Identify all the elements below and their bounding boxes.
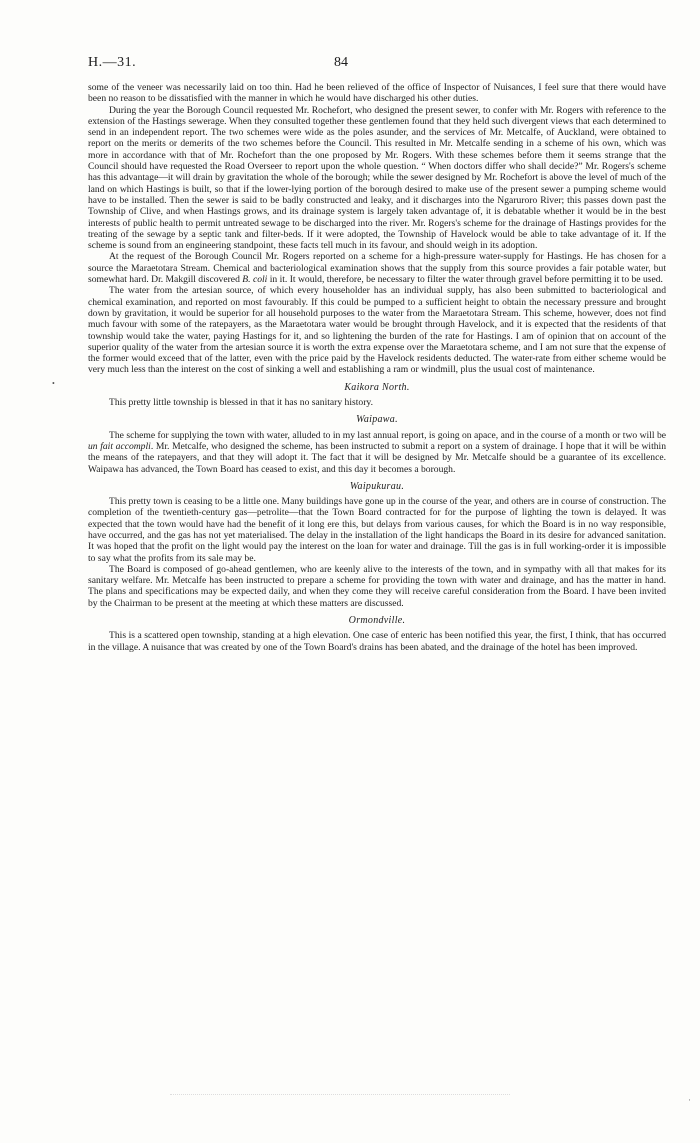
paragraph: some of the veneer was necessarily laid on too thin. Had he been relieved of the office of Inspector of Nuisances, I feel sure that there would have been no reason to be dissatisfied with the manner in which he would have discharged his other duties. bbox=[88, 82, 666, 105]
paragraph: The scheme for supplying the town with water, alluded to in my last annual report, is going on apace, and in the course of a month or two will be un fait accompli. Mr. Metcalfe, who designed the scheme, has been instructed to submit a report on a system of drainage. I hope that it will be within the means of the ratepayers, and that they will adopt it. The fact that it will be designed by Mr. Metcalfe should be a guarantee of its excellence. Waipawa has advanced, the Town Board has ceased to exist, and this day it becomes a borough. bbox=[88, 429, 666, 475]
paragraph: This is a scattered open township, standing at a high elevation. One case of enteric has been notified this year, the first, I think, that has occurred in the village. A nuisance that was created by one of the Town Board's drains has been abated, and the drainage of the hotel has been improved. bbox=[88, 630, 666, 653]
paragraph: During the year the Borough Council requested Mr. Rochefort, who designed the present sewer, to confer with Mr. Rogers with reference to the extension of the Hastings sewerage. When they consulted together these gentlemen found that they held such divergent views that each determined to send in an independent report. The two schemes were wide as the poles asunder, and the services of Mr. Metcalfe, of Auckland, were obtained to report on the merits or demerits of the two schemes before the Council. This resulted in Mr. Metcalfe sending in a scheme of his own, which was more in accordance with that of Mr. Rochefort than the one proposed by Mr. Rogers. With these schemes before them it seems strange that the Council should have requested the Road Overseer to report upon the whole question. “ When doctors differ who shall decide?” Mr. Rogers's scheme has this advantage—it will drain by gravitation the whole of the borough; while the sewer designed by Mr. Rochefort is above the level of much of the land on which Hastings is built, so that if the lower-lying portion of the borough desired to make use of the present sewer a pumping scheme would have to be installed. Then the sewer is said to be badly constructed and leaky, and it discharges into the Ngaruroro River; this passes down past the Township of Clive, and when Hastings grows, and its drainage system is largely taken advantage of, it is debatable whether it would be in the best interests of public health to permit untreated sewage to be discharged into the river. Mr. Rogers's scheme for the drainage of Hastings provides for the treating of the sewage by a septic tank and filter-beds. If it were adopted, the Township of Havelock would be able to take advantage of it. If the scheme is sound from an engineering standpoint, these facts tell much in its favour, and should weigh in its adoption. bbox=[88, 104, 666, 252]
edge-speck: · bbox=[688, 1095, 691, 1105]
section-heading: Waipawa. bbox=[356, 414, 398, 426]
section-heading: Waipukurau. bbox=[349, 480, 405, 492]
scan-dot-line bbox=[170, 1094, 510, 1095]
document-body bbox=[88, 82, 666, 653]
paragraph: The water from the artesian source, of which every householder has an individual supply, has also been submitted to bacteriological and chemical examination, and reported on most favourably. If this could be pumped to a sufficient height to obtain the necessary pressure and brought down by gravitation, it would be superior for all household purposes to the water from the Maraetotara Stream. This scheme, however, does not find much favour with some of the ratepayers, as the Maraetotara water would be brought through Havelock, and it is expected that the residents of that township would take the water, paying Hastings for it, and so lightening the burden of the rate for Hastings. I am of opinion that on account of the superior quality of the water from the artesian source it is worth the extra expense over the Maraetotara scheme, and I am not sure that the expense of the former would exceed that of the latter, even with the price paid by the Havelock residents deducted. The water-rate from either scheme would be very much less than the interest on the cost of sinking a well and establishing a ram or windmill, plus the usual cost of maintenance. bbox=[88, 285, 666, 376]
italic-term: B. coli bbox=[242, 274, 268, 286]
section-heading: Kaikora North. bbox=[344, 381, 410, 393]
paragraph: The Board is composed of go-ahead gentlemen, who are keenly alive to the interests of the town, and in sympathy with all that makes for its sanitary welfare. Mr. Metcalfe has been instructed to prepare a scheme for providing the town with water and drainage, and has the matter in hand. The plans and specifications may be expected daily, and when they come they will receive careful consideration from the Board. I have been invited by the Chairman to be present at the meeting at which these matters are discussed. bbox=[88, 563, 666, 609]
page-header bbox=[88, 55, 668, 75]
margin-speck: • bbox=[52, 379, 55, 388]
paragraph: At the request of the Borough Council Mr. Rogers reported on a scheme for a high-pressure water-supply for Hastings. He has chosen for a source the Maraetotara Stream. Chemical and bacteriological examination shows that the supply from this source provides a fair potable water, but somewhat hard. Dr. Makgill discovered B. coli in it. It would, therefore, be necessary to filter the water through gravel before permitting it to be used. bbox=[88, 251, 666, 286]
page-number: 84 bbox=[334, 55, 348, 70]
paragraph: This pretty town is ceasing to be a little one. Many buildings have gone up in the course of the year, and others are in course of construction. The completion of the twentieth-century gas—petrolite—that the Town Board contracted for for the purpose of lighting the town is delayed. It was expected that the town would have had the benefit of it long ere this, but delays from various causes, for which the Board is in no way responsible, have occurred, and the gas has not yet materialised. The delay in the installation of the light handicaps the Board in its desire for advanced sanitation. It was hoped that the profit on the light would pay the interest on the loan for water and drainage. Till the gas is in full working-order it is impossible to say what the profits from its sale may be. bbox=[88, 496, 666, 564]
italic-term: un fait accompli bbox=[88, 440, 151, 452]
section-heading: Ormondville. bbox=[348, 615, 406, 627]
document-id: H.—31. bbox=[88, 55, 137, 70]
paragraph: This pretty little township is blessed in that it has no sanitary history. bbox=[109, 397, 373, 409]
